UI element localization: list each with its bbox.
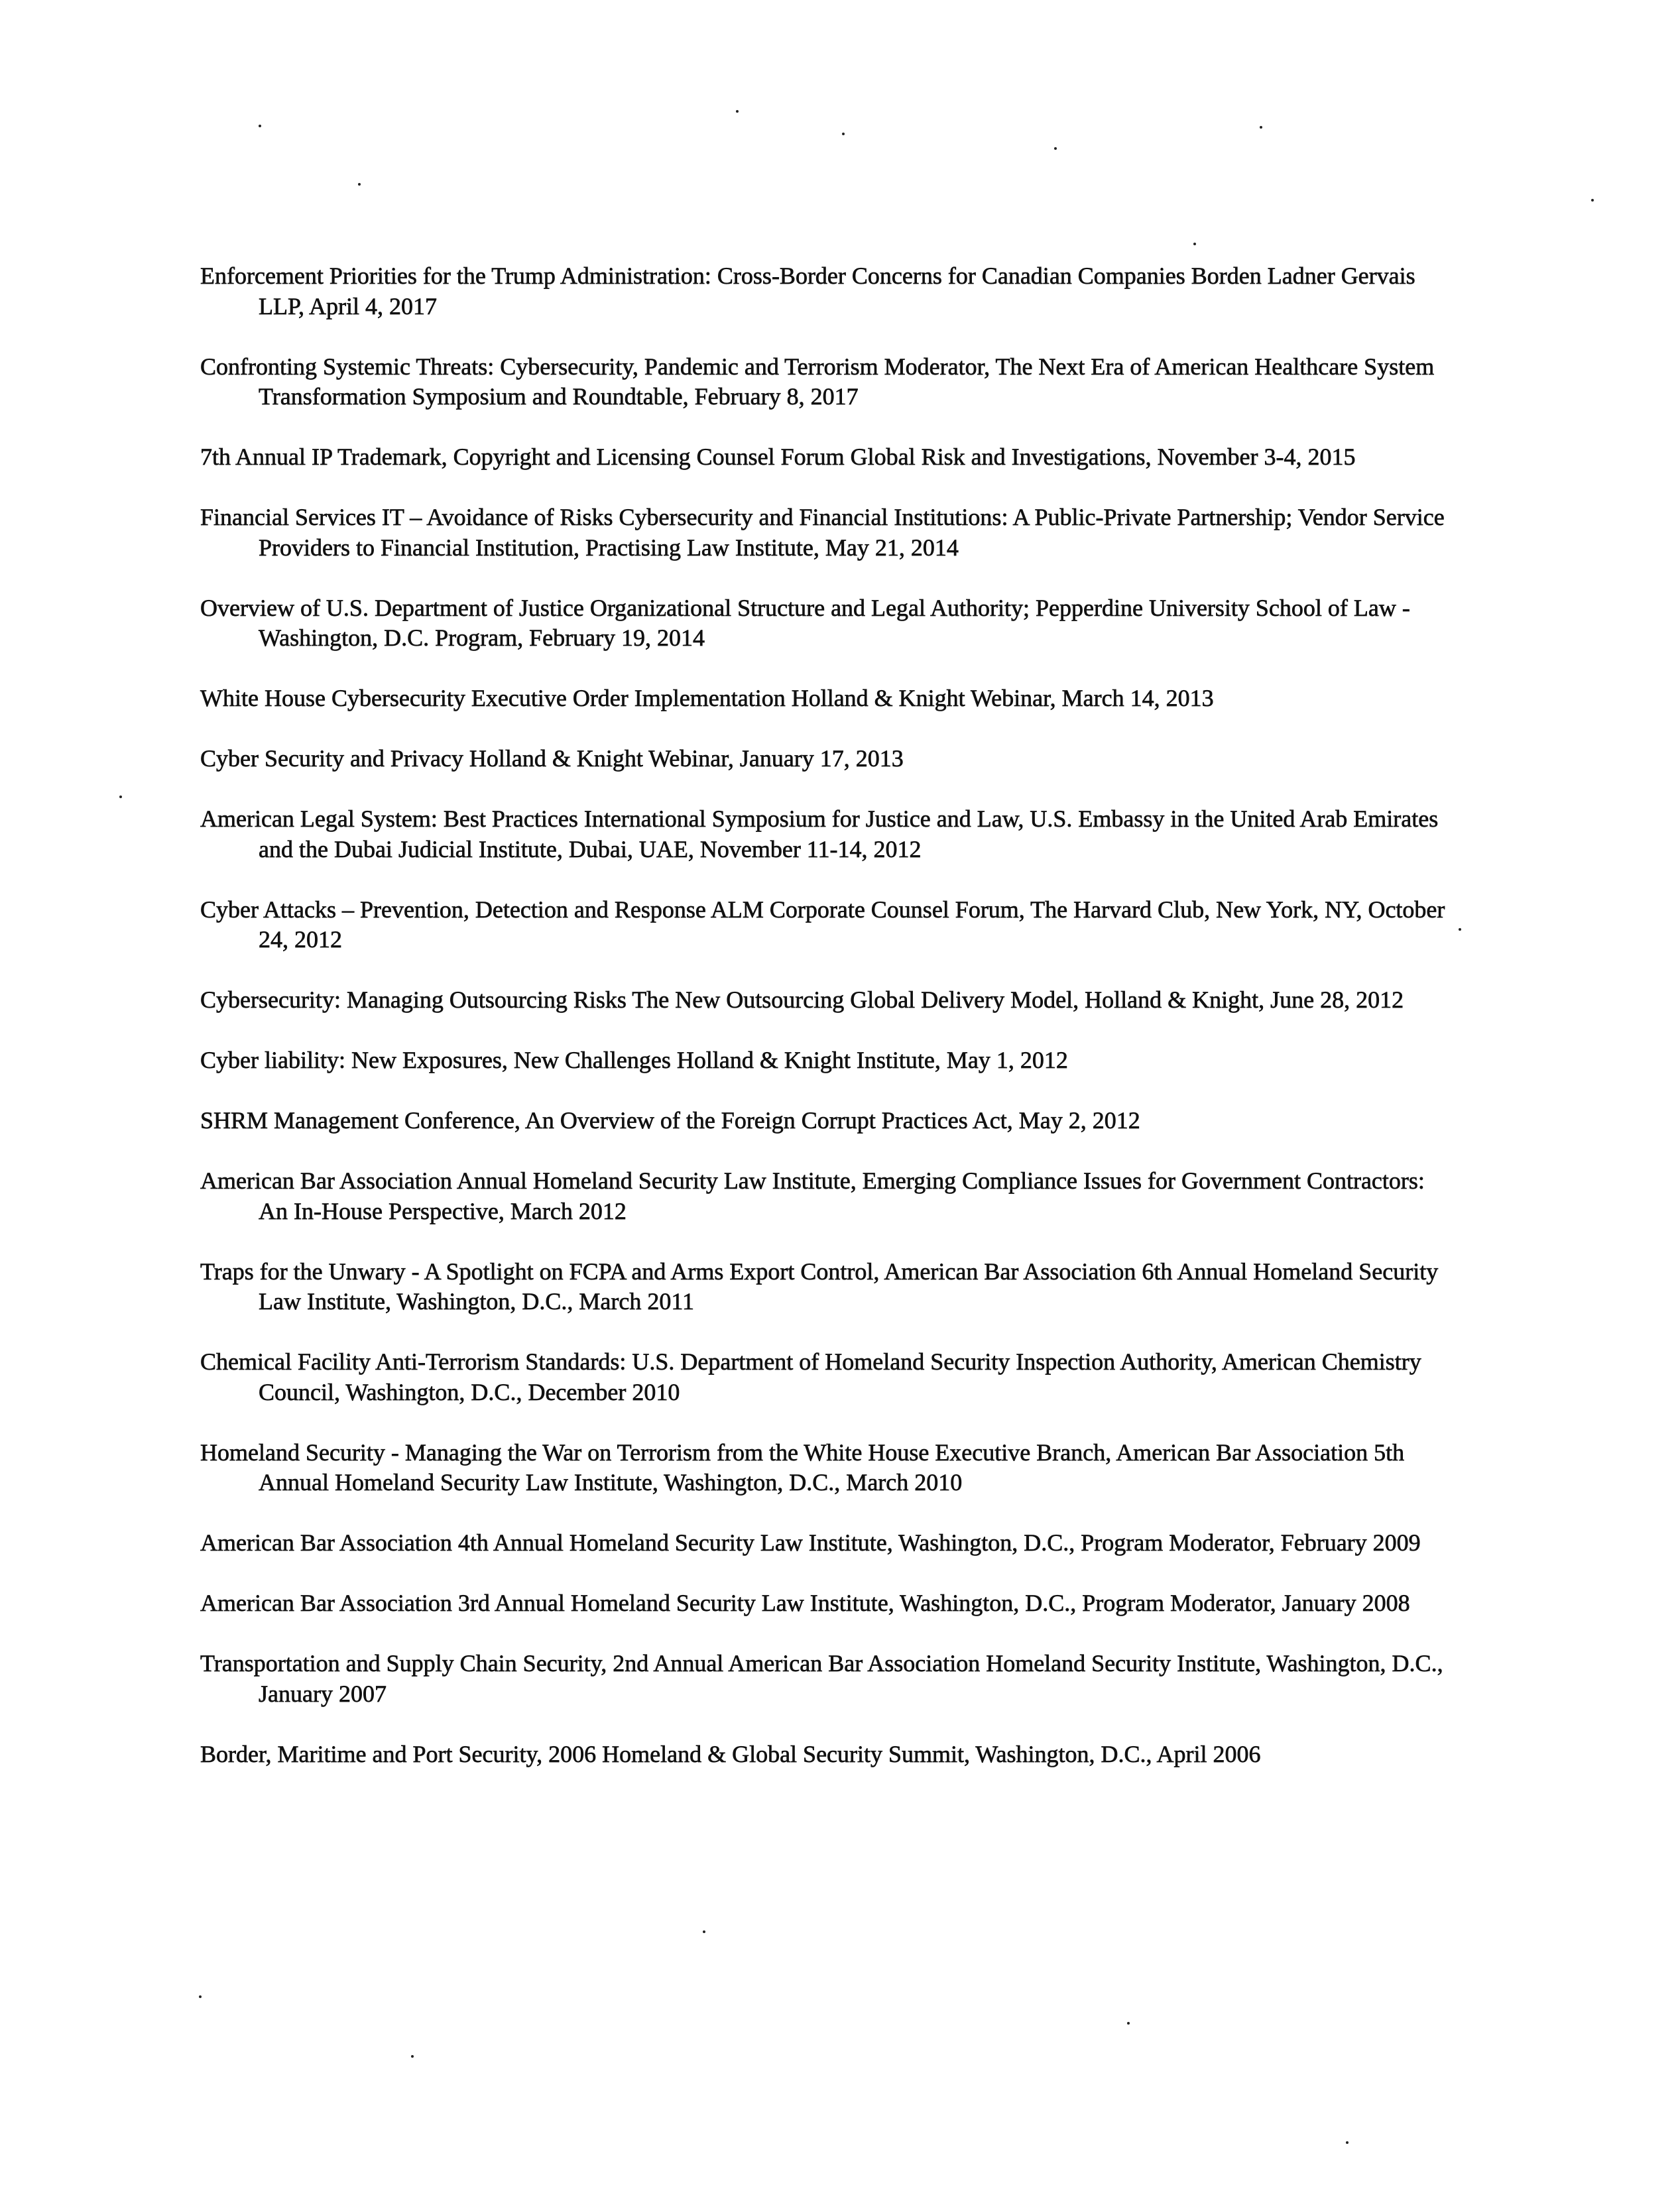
engagement-entry: Traps for the Unwary - A Spotlight on FCPA and Arms Export Control, American Bar Association 6th Annual Homeland Security Law Institute, Washington, D.C., March 2011	[200, 1258, 1439, 1315]
engagement-entry: Cyber Attacks – Prevention, Detection and Response ALM Corporate Counsel Forum, The Harvard Club, New York, NY, October 24, 2012	[200, 896, 1445, 953]
engagement-entry: Enforcement Priorities for the Trump Administration: Cross-Border Concerns for Canadian Companies Borden Ladner Gervais LLP, April 4, 2017	[200, 263, 1415, 320]
speaking-engagements-list	[200, 261, 1447, 1800]
engagement-entry: 7th Annual IP Trademark, Copyright and Licensing Counsel Forum Global Risk and Investigations, November 3-4, 2015	[200, 443, 1356, 470]
engagement-entry: American Bar Association 3rd Annual Homeland Security Law Institute, Washington, D.C., Program Moderator, January 2008	[200, 1590, 1410, 1616]
engagement-entry: American Bar Association Annual Homeland Security Law Institute, Emerging Compliance Issues for Government Contractors: An In-House Perspective, March 2012	[200, 1167, 1425, 1224]
engagement-entry: American Bar Association 4th Annual Homeland Security Law Institute, Washington, D.C., Program Moderator, February 2009	[200, 1529, 1421, 1556]
engagement-entry: Homeland Security - Managing the War on Terrorism from the White House Executive Branch, American Bar Association 5th Annual Homeland Security Law Institute, Washington, D.C., March 2010	[200, 1439, 1405, 1496]
engagement-entry: Overview of U.S. Department of Justice Organizational Structure and Legal Authority; Pepperdine University School of Law - Washington, D.C. Program, February 19, 2014	[200, 594, 1410, 651]
engagement-entry: White House Cybersecurity Executive Order Implementation Holland & Knight Webinar, March 14, 2013	[200, 685, 1214, 711]
engagement-entry: Transportation and Supply Chain Security, 2nd Annual American Bar Association Homeland Security Institute, Washington, D.C., January 2007	[200, 1650, 1443, 1707]
engagement-entry: American Legal System: Best Practices International Symposium for Justice and Law, U.S. Embassy in the United Arab Emirates and the Dubai Judicial Institute, Dubai, UAE, November 11-14, 2012	[200, 805, 1439, 862]
engagement-entry: Cybersecurity: Managing Outsourcing Risks The New Outsourcing Global Delivery Model, Holland & Knight, June 28, 2012	[200, 986, 1404, 1013]
engagement-entry: SHRM Management Conference, An Overview of the Foreign Corrupt Practices Act, May 2, 2012	[200, 1107, 1140, 1134]
engagement-entry: Chemical Facility Anti-Terrorism Standards: U.S. Department of Homeland Security Inspection Authority, American Chemistry Council, Washington, D.C., December 2010	[200, 1348, 1421, 1405]
engagement-entry: Border, Maritime and Port Security, 2006 Homeland & Global Security Summit, Washington, D.C., April 2006	[200, 1740, 1261, 1767]
engagement-entry: Confronting Systemic Threats: Cybersecurity, Pandemic and Terrorism Moderator, The Next Era of American Healthcare System Transformation Symposium and Roundtable, February 8, 2017	[200, 353, 1435, 410]
engagement-entry: Cyber Security and Privacy Holland & Knight Webinar, January 17, 2013	[200, 745, 904, 772]
engagement-entry: Financial Services IT – Avoidance of Risks Cybersecurity and Financial Institutions: A Public-Private Partnership; Vendor Service Providers to Financial Institution, Practising Law Institute, May 21, 2014	[200, 504, 1445, 561]
engagement-entry: Cyber liability: New Exposures, New Challenges Holland & Knight Institute, May 1, 2012	[200, 1047, 1068, 1073]
